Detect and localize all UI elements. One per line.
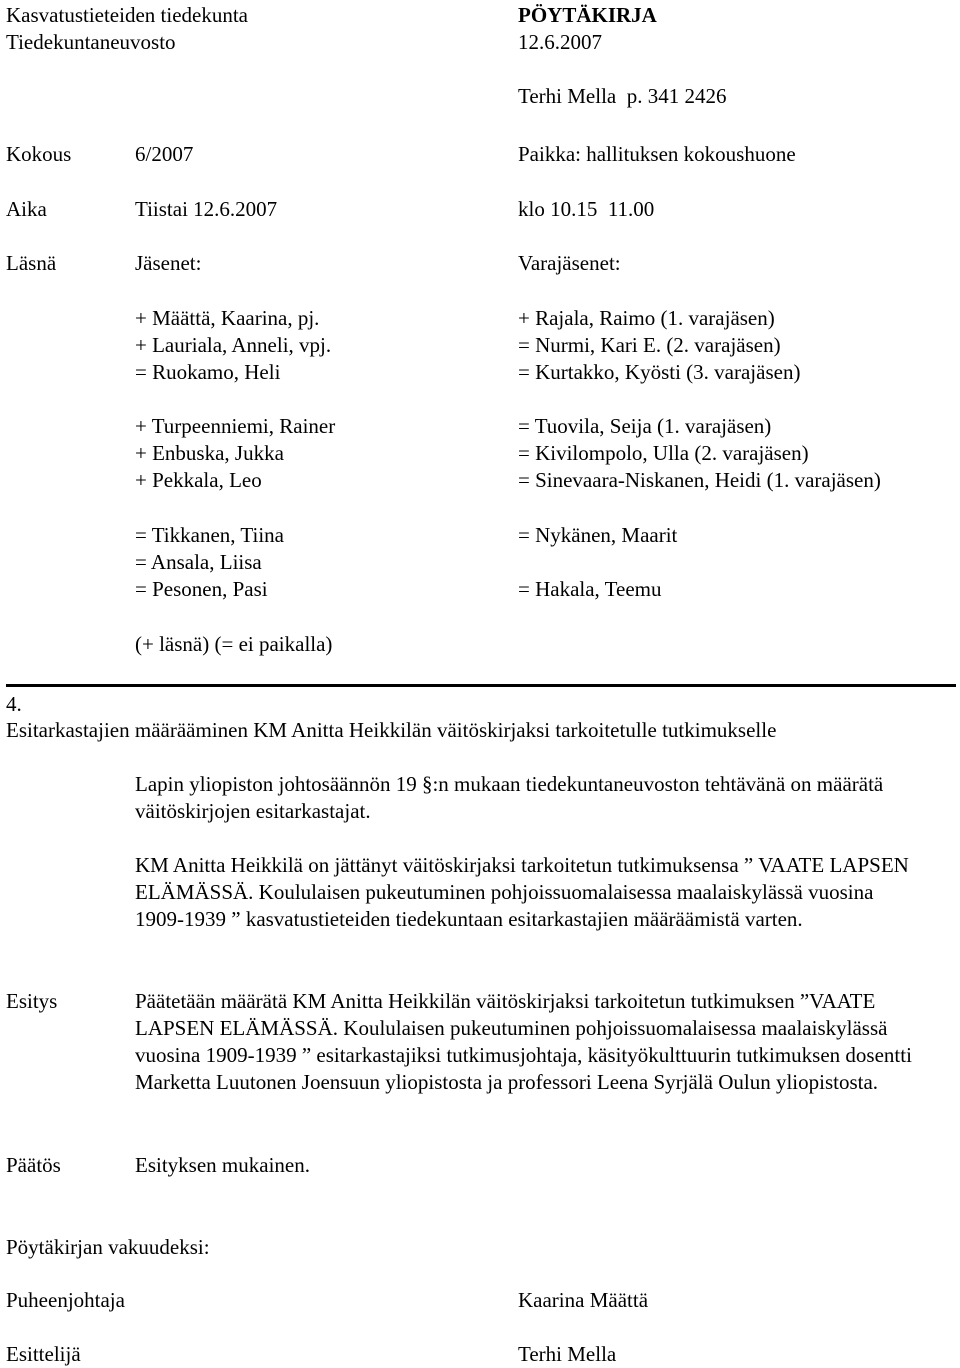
signatures-heading: Pöytäkirjan vakuudeksi: [6,1235,210,1259]
deputy-item: = Sinevaara-Niskanen, Heidi (1. varajäsen) [518,468,881,492]
member-item: = Tikkanen, Tiina [135,523,284,547]
item-paragraph-1: Lapin yliopiston johtosäännön 19 §:n mukaan tiedekuntaneuvoston tehtävänä on määrätä väitöskirjojen esitarkastajat. [135,772,884,823]
aika-label: Aika [6,197,47,221]
chair-label: Puheenjohtaja [6,1288,125,1312]
member-item: + Lauriala, Anneli, vpj. [135,333,332,357]
item-paragraph-2: KM Anitta Heikkilä on jättänyt väitöskirjaksi tarkoitetun tutkimuksensa ” VAATE LAPSEN ELÄMÄSSÄ. Koululaisen pukeutuminen pohjoissuomalaisessa maalaiskylässä vuosina 1909-1939 ” kasvatustieteiden tiedekuntaan esitarkastajien määräämistä varten. [135,853,909,931]
member-item: = Ruokamo, Heli [135,360,281,384]
contact-info: Terhi Mella p. 341 2426 [518,84,727,108]
faculty-name: Kasvatustieteiden tiedekunta [6,3,249,27]
deputy-item: = Nurmi, Kari E. (2. varajäsen) [518,333,781,357]
document-date: 12.6.2007 [518,30,602,54]
paatos-text: Esityksen mukainen. [135,1153,310,1177]
item-title: Esitarkastajien määrääminen KM Anitta Heikkilän väitöskirjaksi tarkoitetulle tutkimukselle [6,718,777,742]
presenter-name: Terhi Mella [518,1342,617,1366]
presenter-label: Esittelijä [6,1342,81,1366]
esitys-text: Päätetään määrätä KM Anitta Heikkilän väitöskirjaksi tarkoitetun tutkimuksen ”VAATE LAPSEN ELÄMÄSSÄ. Koululaisen pukeutuminen pohjoissuomalaisessa maalaiskylässä vuosina 1909-1939 ” esitarkastajiksi tutkimusjohtaja, käsityökulttuurin tutkimuksen dosentti Marketta Luutonen Joensuun yliopistosta ja professori Leena Syrjälä Oulun yliopistosta. [135,989,912,1094]
council-name: Tiedekuntaneuvosto [6,30,176,54]
lasna-label: Läsnä [6,251,57,275]
member-item: = Pesonen, Pasi [135,577,268,601]
members-heading: Jäsenet: [135,251,202,275]
paatos-label: Päätös [6,1153,61,1177]
meeting-place: Paikka: hallituksen kokoushuone [518,142,796,166]
chair-name: Kaarina Määttä [518,1288,649,1312]
meeting-time: klo 10.15 11.00 [518,197,655,221]
kokous-value: 6/2007 [135,142,194,166]
deputy-item: + Rajala, Raimo (1. varajäsen) [518,306,775,330]
item-number: 4. [6,692,22,716]
esitys-label: Esitys [6,989,58,1013]
deputy-item: = Tuovila, Seija (1. varajäsen) [518,414,772,438]
attendance-legend: (+ läsnä) (= ei paikalla) [135,632,333,656]
deputy-item: = Kivilompolo, Ulla (2. varajäsen) [518,441,809,465]
deputy-item: = Kurtakko, Kyösti (3. varajäsen) [518,360,801,384]
kokous-label: Kokous [6,142,72,166]
deputies-heading: Varajäsenet: [518,251,621,275]
document-type: PÖYTÄKIRJA [518,3,657,27]
aika-value: Tiistai 12.6.2007 [135,197,278,221]
member-item: = Ansala, Liisa [135,550,262,574]
member-item: + Määttä, Kaarina, pj. [135,306,320,330]
member-item: + Pekkala, Leo [135,468,262,492]
deputy-item: = Nykänen, Maarit [518,523,678,547]
member-item: + Enbuska, Jukka [135,441,284,465]
section-divider [6,684,956,687]
member-item: + Turpeenniemi, Rainer [135,414,336,438]
deputy-item: = Hakala, Teemu [518,577,662,601]
